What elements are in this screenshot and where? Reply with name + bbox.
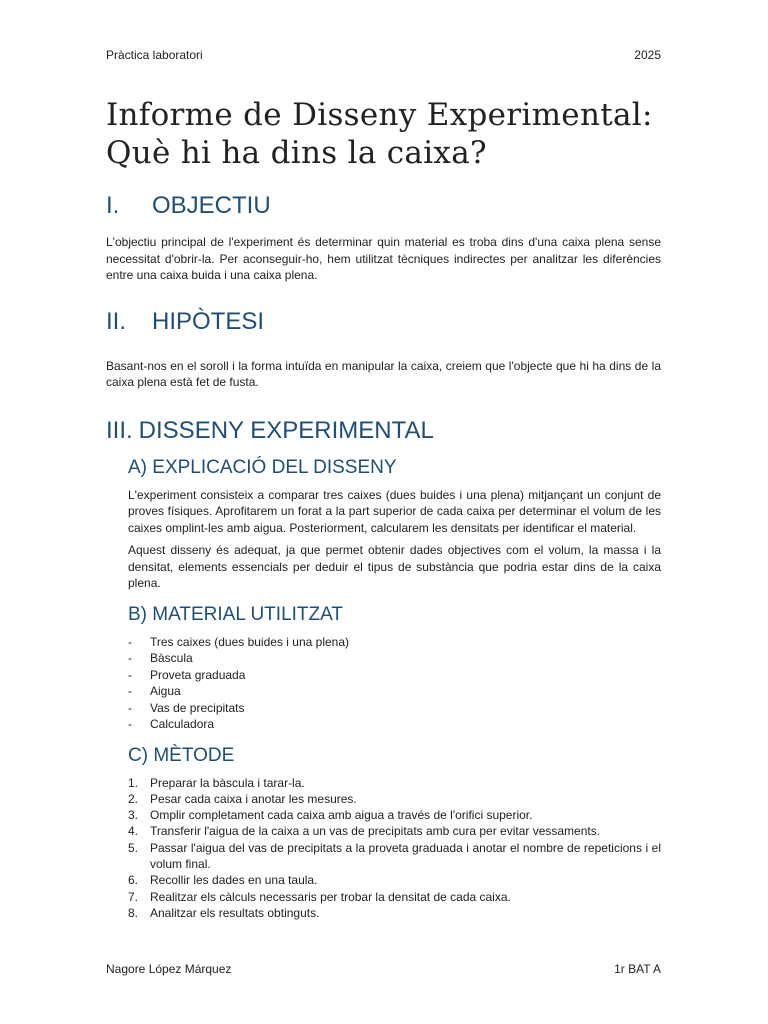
step-number: 5.: [128, 840, 139, 855]
document-title: [106, 96, 661, 172]
section-title: OBJECTIU: [152, 192, 271, 219]
step-number: 3.: [128, 808, 139, 823]
list-item: [128, 905, 661, 921]
header-right: 2025: [634, 48, 661, 62]
footer-author: Nagore López Márquez: [106, 962, 232, 976]
list-item: [128, 823, 661, 839]
title-line-1: Informe de Disseny Experimental:: [106, 97, 653, 133]
list-item: [128, 872, 661, 888]
list-item: [128, 791, 661, 807]
step-text: Transferir l'aigua de la caixa a un vas de precipitats amb cura per evitar vessaments.: [150, 824, 601, 839]
step-number: 7.: [128, 889, 139, 904]
material-list: [106, 634, 661, 733]
step-text: Analitzar els resultats obtinguts.: [150, 905, 320, 920]
material-heading: B) MATERIAL UTILITZAT: [128, 603, 343, 625]
step-number: 8.: [128, 905, 139, 920]
list-item: [128, 775, 661, 791]
step-number: 1.: [128, 775, 139, 790]
list-item: - Bàscula: [128, 650, 661, 667]
list-item: - Tres caixes (dues buides i una plena): [128, 634, 661, 651]
step-text: Recollir les dades en una taula.: [150, 873, 318, 888]
metode-steps: [106, 775, 661, 922]
main-content: [106, 96, 661, 921]
list-item: - Calculadora: [128, 716, 661, 733]
section-title: DISSENY EXPERIMENTAL: [138, 416, 434, 444]
step-text: Omplir completament cada caixa amb aigua a través de l'orifici superior.: [150, 808, 533, 823]
section-objectiu-heading: [106, 192, 661, 220]
step-text: Realitzar els càlculs necessaris per trobar la densitat de cada caixa.: [150, 889, 511, 904]
list-item: [128, 840, 661, 873]
step-number: 2.: [128, 791, 139, 806]
section-disseny-heading: [106, 417, 661, 445]
section-number: III.: [106, 416, 133, 444]
step-text: Preparar la bàscula i tarar-la.: [150, 775, 305, 790]
section-number: I.: [106, 192, 120, 219]
explicacio-paragraph-1: L'experiment consisteix a comparar tres caixes (dues buides i una plena) mitjançant un conjunt de proves físiques. Aprofitarem un forat a la part superior de cada caixa per determinar el volum de les caixes omplint-les amb aigua. Posteriorment, calcularem les densitats per identificar el material.: [128, 487, 661, 535]
section-hipotesi-heading: [106, 308, 661, 336]
list-item: - Vas de precipitats: [128, 700, 661, 717]
section-number: II.: [106, 307, 127, 335]
list-item: [128, 889, 661, 905]
list-item: - Proveta graduada: [128, 667, 661, 684]
title-line-2: Què hi ha dins la caixa?: [106, 135, 487, 171]
objectiu-text: L'objectiu principal de l'experiment és determinar quin material es troba dins d'una caixa plena sense necessitat d'obrir-la. Per aconseguir-ho, hem utilitzat tècniques indirectes per analitzar les diferències entre una caixa buida i una caixa plena.: [106, 235, 661, 282]
list-item: [128, 807, 661, 823]
step-text: Pesar cada caixa i anotar les mesures.: [150, 791, 357, 806]
page-header: [106, 48, 661, 62]
explicacio-heading: A) EXPLICACIÓ DEL DISSENY: [128, 456, 397, 478]
hipotesi-text: Basant-nos en el soroll i la forma intuïda en manipular la caixa, creiem que l'objecte que hi ha dins de la caixa plena està fet de fusta.: [106, 358, 661, 389]
metode-heading: C) MÈTODE: [128, 744, 235, 766]
section-title: HIPÒTESI: [152, 307, 265, 335]
step-number: 6.: [128, 873, 139, 888]
list-item: - Aigua: [128, 683, 661, 700]
footer-class: 1r BAT A: [614, 962, 661, 976]
explicacio-paragraph-2: Aquest disseny és adequat, ja que permet obtenir dades objectives com el volum, la massa i la densitat, elements essencials per deduir el tipus de substància que podria estar dins de la caixa plena.: [128, 543, 661, 590]
header-left: Pràctica laboratori: [106, 48, 203, 62]
step-number: 4.: [128, 824, 139, 839]
step-text: Passar l'aigua del vas de precipitats a la proveta graduada i anotar el nombre de repeticions i el volum final.: [150, 840, 661, 871]
page-footer: [106, 962, 661, 976]
